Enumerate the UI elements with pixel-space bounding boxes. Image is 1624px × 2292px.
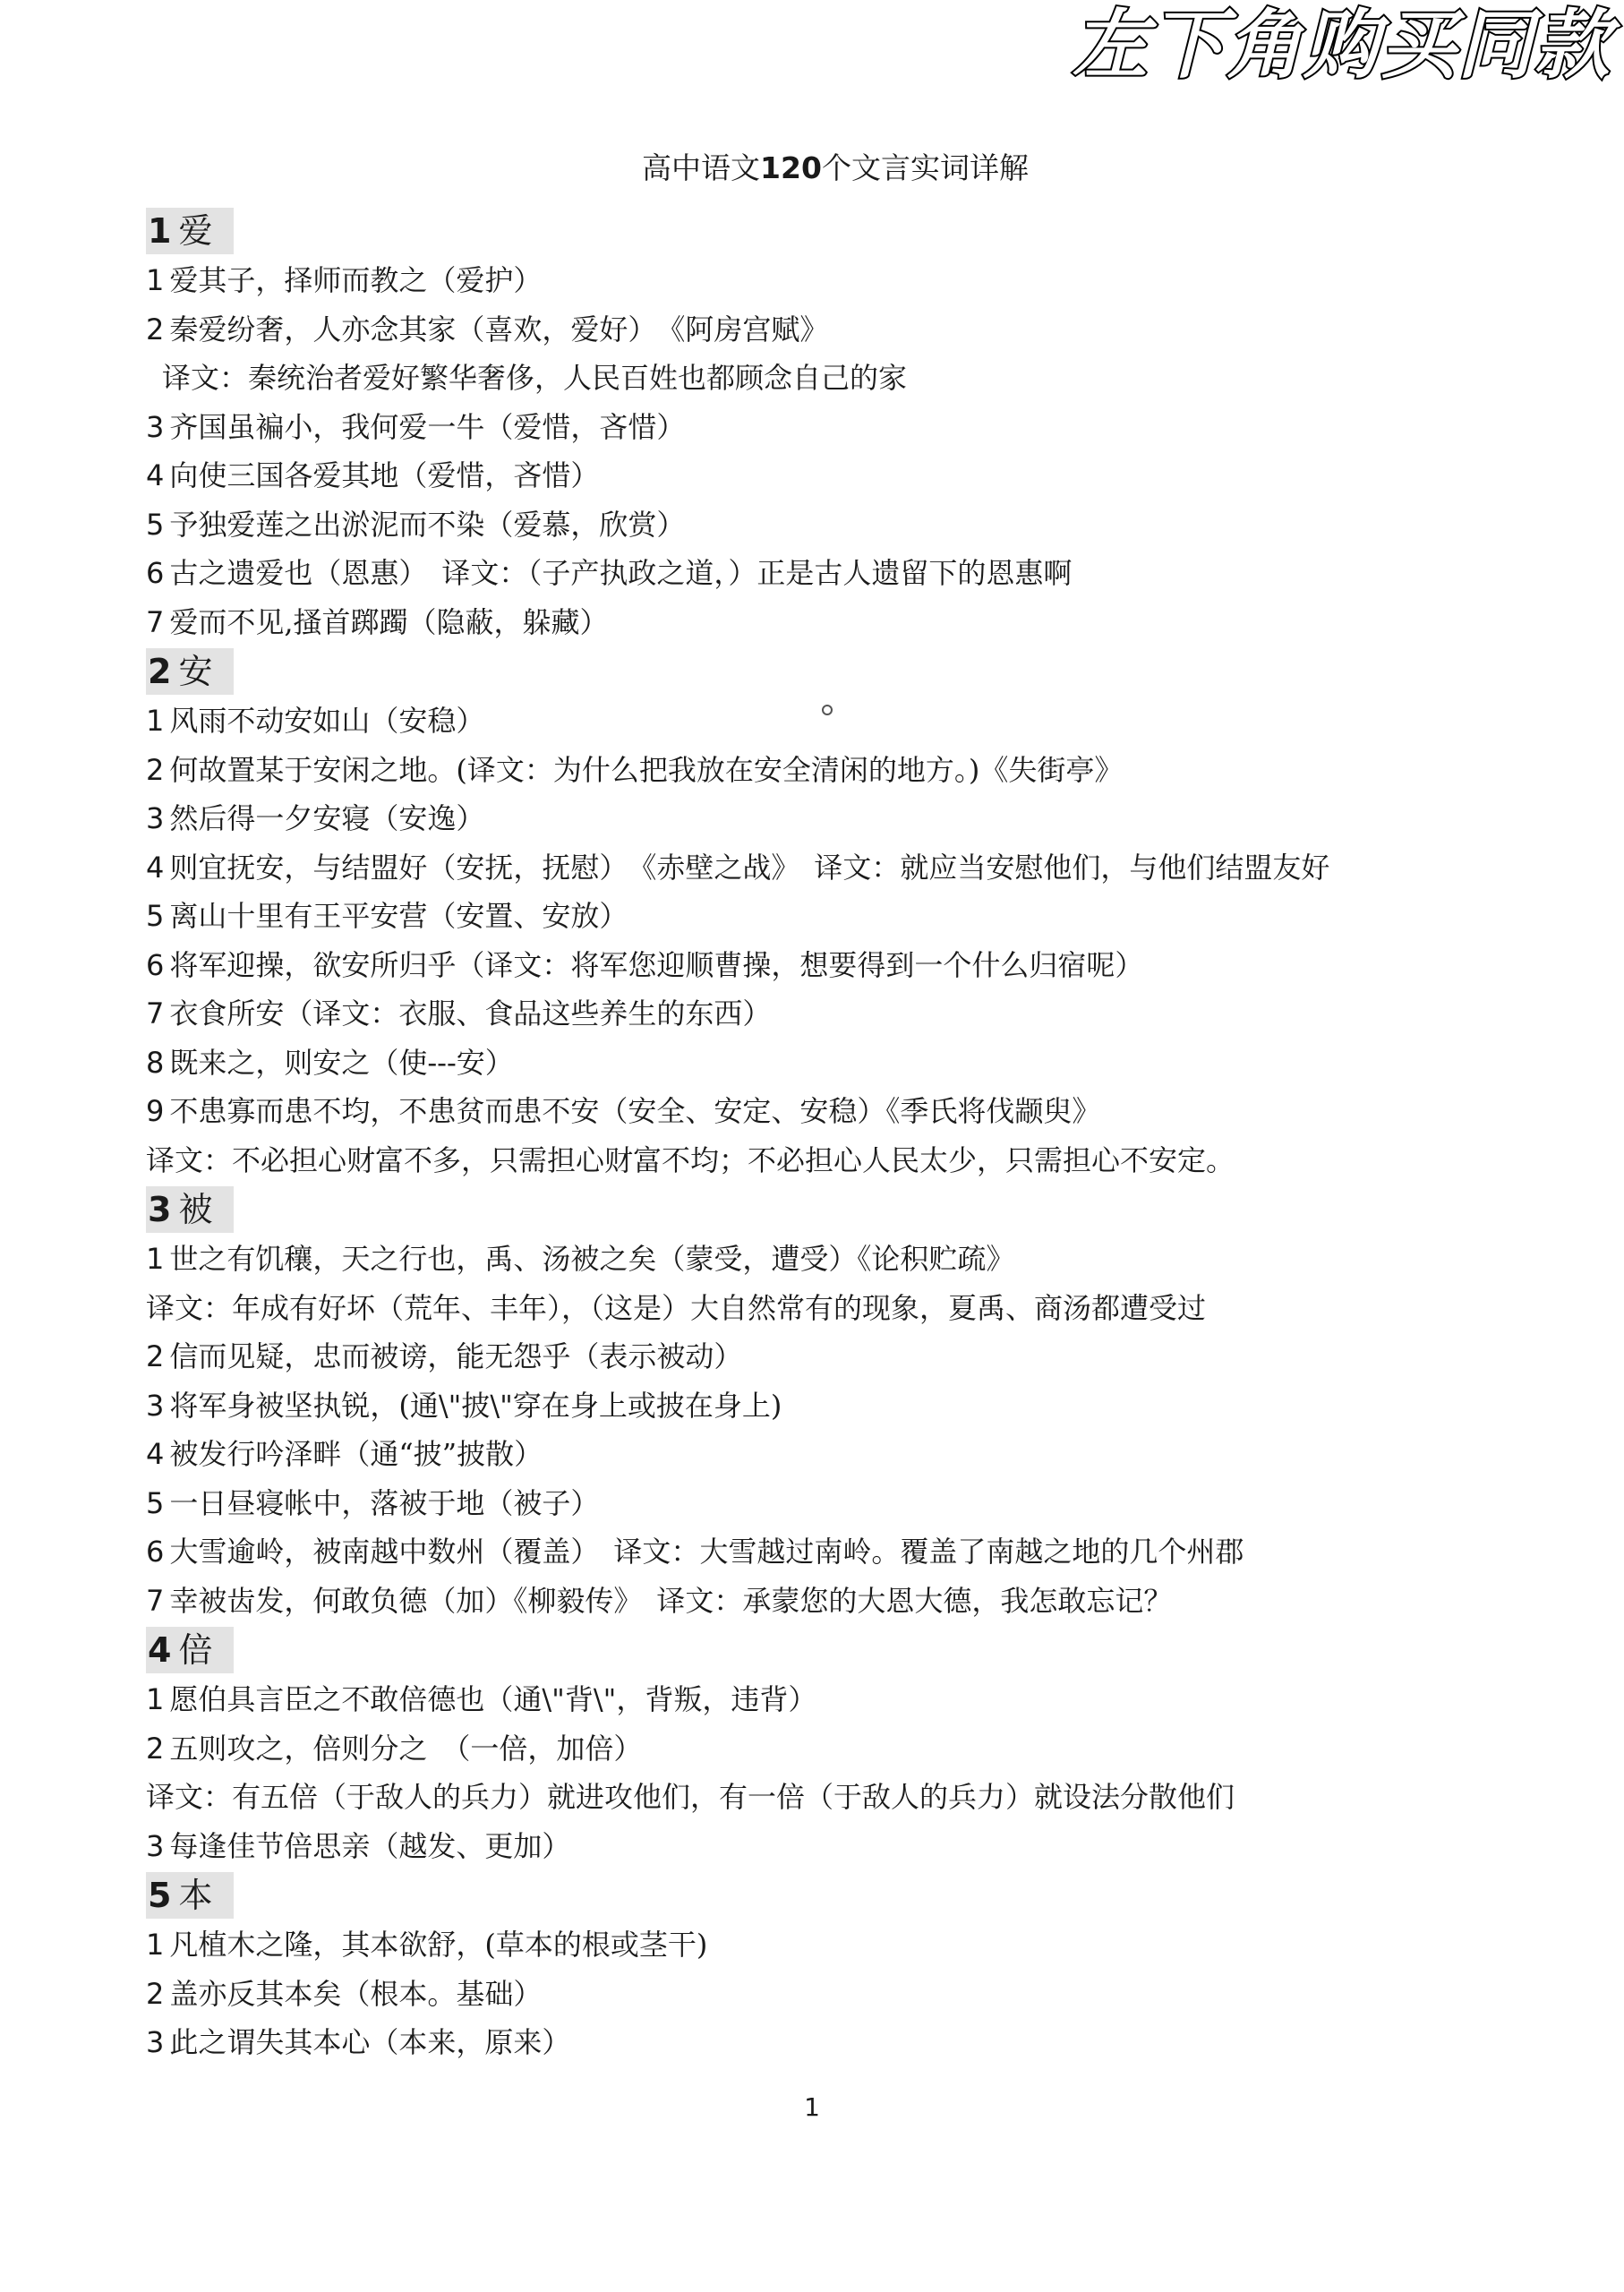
example-number: 5 <box>146 1485 165 1520</box>
example-line <box>146 1430 1489 1479</box>
example-line <box>146 1527 1489 1577</box>
line-text: 然后得一夕安寝（安逸） <box>169 801 485 835</box>
example-line <box>146 1577 1489 1626</box>
example-line <box>146 1039 1489 1088</box>
section-number: 3 <box>148 1190 172 1229</box>
document-page <box>146 143 1489 2067</box>
line-text: 译文：秦统治者爱好繁华奢侈，人民百姓也都顾念自己的家 <box>162 361 908 395</box>
line-text: 既来之，则安之（使---安） <box>169 1045 514 1080</box>
example-number: 1 <box>146 1928 165 1962</box>
example-number: 2 <box>146 312 165 346</box>
title-text: 高中语文 <box>642 150 761 185</box>
line-text: 大雪逾岭，被南越中数州（覆盖） 译文：大雪越过南岭。覆盖了南越之地的几个州郡 <box>169 1535 1244 1569</box>
example-line <box>146 892 1489 941</box>
example-number: 6 <box>146 556 165 590</box>
example-line <box>146 746 1489 795</box>
section-word: 被 <box>178 1190 213 1229</box>
section-heading <box>146 1872 234 1919</box>
line-text: 向使三国各爱其地（爱惜，吝惜） <box>169 458 600 492</box>
example-number: 4 <box>146 458 165 492</box>
line-text: 不患寡而患不均，不患贫而患不安（安全、安定、安稳）《季氏将伐颛臾》 <box>169 1094 1101 1128</box>
stray-mark <box>822 705 833 715</box>
section-word: 爱 <box>178 211 213 251</box>
example-number: 2 <box>146 1731 165 1766</box>
example-line <box>146 256 1489 305</box>
word-section <box>146 1870 1489 2067</box>
example-number: 4 <box>146 850 165 885</box>
word-section <box>146 1184 1489 1625</box>
example-number: 3 <box>146 409 165 444</box>
section-number: 1 <box>148 211 172 251</box>
example-number: 3 <box>146 801 165 835</box>
line-text: 幸被齿发，何敢负德（加）《柳毅传》 译文：承蒙您的大恩大德，我怎敢忘记？ <box>169 1583 1173 1618</box>
example-line <box>146 1822 1489 1871</box>
line-text: 五则攻之，倍则分之 （一倍，加倍） <box>169 1731 643 1766</box>
example-line <box>146 305 1489 355</box>
word-section <box>146 206 1489 646</box>
title-text: 个文言实词详解 <box>821 150 1029 185</box>
word-section <box>146 646 1489 1184</box>
example-line <box>146 1970 1489 2019</box>
line-text: 衣食所安（译文：衣服、食品这些养生的东西） <box>169 996 772 1031</box>
example-line <box>146 1381 1489 1431</box>
example-number: 7 <box>146 604 165 639</box>
line-text: 则宜抚安，与结盟好（安抚，抚慰） 《赤壁之战》 译文：就应当安慰他们，与他们结盟友好 <box>169 850 1330 885</box>
word-section <box>146 1625 1489 1870</box>
example-line <box>146 549 1489 598</box>
line-text: 风雨不动安如山（安稳） <box>169 704 485 738</box>
example-line <box>146 500 1489 550</box>
example-line <box>146 843 1462 893</box>
line-text: 秦爱纷奢，人亦念其家（喜欢，爱好） 《阿房宫赋》 <box>169 312 829 346</box>
example-number: 3 <box>146 1828 165 1863</box>
section-word: 本 <box>178 1876 213 1915</box>
section-heading <box>146 1627 234 1673</box>
section-number: 2 <box>148 652 172 691</box>
section-heading <box>146 208 234 254</box>
translation-line <box>146 1773 1489 1822</box>
line-text: 盖亦反其本矣（根本。基础） <box>169 1976 543 2011</box>
example-line <box>146 1675 1489 1724</box>
line-text: 被发行吟泽畔（通“披”披散） <box>169 1437 543 1471</box>
section-number: 4 <box>148 1630 172 1670</box>
line-text: 译文：有五倍（于敌人的兵力）就进攻他们，有一倍（于敌人的兵力）就设法分散他们 <box>146 1780 1235 1814</box>
example-line <box>146 451 1489 500</box>
example-line <box>146 598 1489 647</box>
example-line <box>146 794 1489 843</box>
line-text: 古之遗爱也（恩惠） 译文：（子产执政之道，）正是古人遗留下的恩惠啊 <box>169 556 1073 590</box>
translation-line <box>146 1284 1489 1333</box>
line-text: 凡植木之隆，其本欲舒，(草本的根或茎干) <box>169 1928 708 1962</box>
line-text: 何故置某于安闲之地。(译文：为什么把我放在安全清闲的地方。)《失街亭》 <box>169 752 1124 787</box>
example-line <box>146 1235 1489 1284</box>
line-text: 每逢佳节倍思亲（越发、更加） <box>169 1828 571 1863</box>
example-line <box>146 697 1489 746</box>
line-text: 译文：不必担心财富不多，只需担心财富不均；不必担心人民太少，只需担心不安定。 <box>146 1142 1235 1177</box>
example-line <box>146 1724 1489 1774</box>
example-number: 1 <box>146 1682 165 1716</box>
title-number: 120 <box>760 150 822 185</box>
example-number: 1 <box>146 704 165 738</box>
example-line <box>146 1920 1489 1970</box>
line-text: 予独爱莲之出淤泥而不染（爱慕，欣赏） <box>169 507 686 542</box>
line-text: 将军迎操，欲安所归乎（译文：将军您迎顺曹操，想要得到一个什么归宿呢） <box>169 947 1144 982</box>
example-number: 3 <box>146 1388 165 1423</box>
line-text: 愿伯具言臣之不敢倍德也（通\"背\"，背叛，违背） <box>169 1682 817 1716</box>
line-text: 此之谓失其本心（本来，原来） <box>169 2025 571 2059</box>
line-text: 译文：年成有好坏（荒年、丰年），（这是）大自然常有的现象，夏禹、商汤都遭受过 <box>146 1290 1207 1325</box>
example-line <box>146 941 1489 990</box>
example-number: 6 <box>146 947 165 982</box>
line-text: 离山十里有王平安营（安置、安放） <box>169 899 628 933</box>
example-number: 6 <box>146 1535 165 1569</box>
example-number: 2 <box>146 1976 165 2011</box>
section-heading <box>146 1186 234 1233</box>
page-title <box>146 143 1489 193</box>
example-number: 5 <box>146 507 165 542</box>
line-text: 爱其子，择师而教之（爱护） <box>169 263 543 297</box>
example-line <box>146 1479 1489 1528</box>
example-number: 8 <box>146 1045 165 1080</box>
line-text: 信而见疑，忠而被谤，能无怨乎（表示被动） <box>169 1339 743 1373</box>
section-number: 5 <box>148 1876 172 1915</box>
example-number: 7 <box>146 1583 165 1618</box>
line-text: 将军身被坚执锐，(通\"披\"穿在身上或披在身上) <box>169 1388 782 1423</box>
page-number: 1 <box>804 2092 820 2122</box>
example-number: 1 <box>146 263 165 297</box>
entries <box>146 206 1489 2067</box>
translation-line <box>146 1136 1489 1185</box>
example-number: 5 <box>146 899 165 933</box>
example-number: 2 <box>146 752 165 787</box>
example-line <box>146 2018 1489 2067</box>
example-number: 1 <box>146 1242 165 1276</box>
example-number: 7 <box>146 996 165 1031</box>
line-text: 爱而不见,搔首踯躅（隐蔽，躲藏） <box>169 604 609 639</box>
section-heading <box>146 648 234 695</box>
translation-line <box>146 354 1489 403</box>
section-word: 安 <box>178 652 213 691</box>
watermark: 左下角购买同款 <box>1072 1 1611 89</box>
example-line <box>146 989 1489 1039</box>
section-word: 倍 <box>178 1630 213 1670</box>
example-line <box>146 403 1489 452</box>
line-text: 齐国虽褊小，我何爱一牛（爱惜，吝惜） <box>169 409 686 444</box>
line-text: 一日昼寝帐中，落被于地（被子） <box>169 1485 600 1520</box>
example-number: 3 <box>146 2025 165 2059</box>
example-number: 2 <box>146 1339 165 1373</box>
example-line <box>146 1087 1489 1136</box>
example-number: 4 <box>146 1437 165 1471</box>
example-number: 9 <box>146 1094 165 1128</box>
line-text: 世之有饥穰，天之行也，禹、汤被之矣（蒙受，遭受）《论积贮疏》 <box>169 1242 1015 1276</box>
example-line <box>146 1332 1489 1381</box>
